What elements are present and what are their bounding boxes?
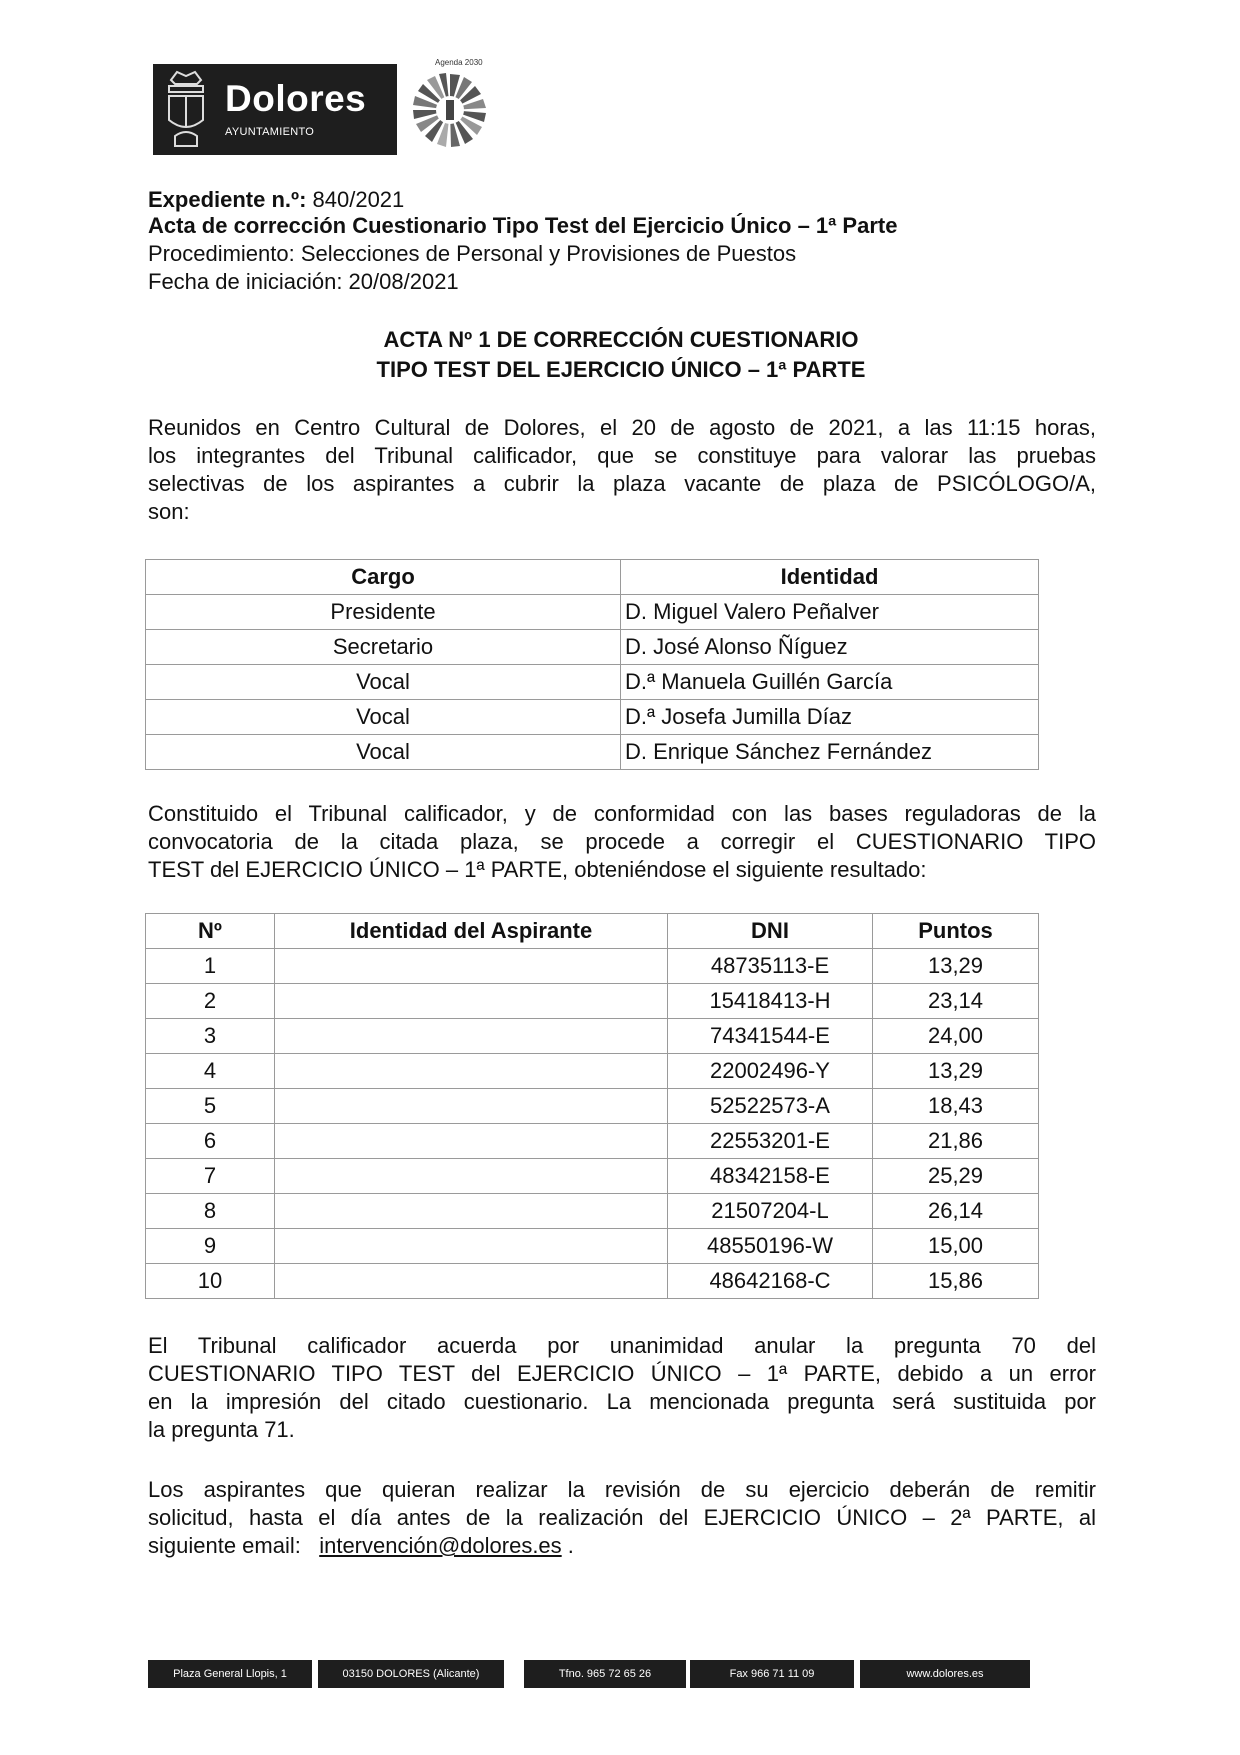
table-row [146, 665, 1039, 700]
identidad-cell [275, 1054, 668, 1089]
cargo-cell: Secretario [146, 630, 621, 665]
revision-prefix: siguiente email: [148, 1533, 320, 1558]
expediente-line [148, 187, 404, 213]
dni-cell: 21507204-L [668, 1194, 873, 1229]
column-header-cargo: Cargo [146, 560, 621, 595]
table-row [146, 735, 1039, 770]
anular-line: en la impresión del citado cuestionario. La mencionada pregunta será sustituida por [148, 1389, 1096, 1414]
table-row [146, 1229, 1039, 1264]
results-table [145, 913, 1039, 1299]
numero-cell: 2 [146, 984, 275, 1019]
intro-line: son: [148, 499, 190, 524]
table-row [146, 700, 1039, 735]
identidad-cell [275, 984, 668, 1019]
cargo-cell: Presidente [146, 595, 621, 630]
identidad-cell [275, 1229, 668, 1264]
footer-fax: Fax 966 71 11 09 [690, 1660, 854, 1688]
table-row [146, 1194, 1039, 1229]
numero-cell: 8 [146, 1194, 275, 1229]
revision-line: solicitud, hasta el día antes de la realización del EJERCICIO ÚNICO – 2ª PARTE, al [148, 1505, 1096, 1530]
table-row [146, 595, 1039, 630]
identidad-cell [275, 1264, 668, 1299]
puntos-cell: 15,86 [873, 1264, 1039, 1299]
procedimiento: Procedimiento: Selecciones de Personal y Provisiones de Puestos [148, 241, 797, 266]
identidad-cell [275, 1159, 668, 1194]
identidad-cell: D. Miguel Valero Peñalver [621, 595, 1039, 630]
document-title-line2: TIPO TEST DEL EJERCICIO ÚNICO – 1ª PARTE [376, 357, 866, 382]
agenda-text: Agenda 2030 [435, 58, 483, 67]
table-row [146, 1159, 1039, 1194]
footer-phone: Tfno. 965 72 65 26 [524, 1660, 686, 1688]
column-header-dni: DNI [668, 914, 873, 949]
identidad-cell: D.ª Josefa Jumilla Díaz [621, 700, 1039, 735]
intro-paragraph [148, 414, 1096, 526]
dni-cell: 74341544-E [668, 1019, 873, 1054]
identidad-cell [275, 1089, 668, 1124]
numero-cell: 7 [146, 1159, 275, 1194]
dni-cell: 52522573-A [668, 1089, 873, 1124]
puntos-cell: 18,43 [873, 1089, 1039, 1124]
expediente-label: Expediente n.º: [148, 187, 307, 212]
numero-cell: 6 [146, 1124, 275, 1159]
expediente-value: 840/2021 [306, 187, 405, 212]
logo-name: Dolores [225, 78, 367, 119]
anular-line: CUESTIONARIO TIPO TEST del EJERCICIO ÚNICO – 1ª PARTE, debido a un error [148, 1361, 1096, 1386]
anular-line: la pregunta 71. [148, 1417, 295, 1442]
puntos-cell: 13,29 [873, 949, 1039, 984]
puntos-cell: 21,86 [873, 1124, 1039, 1159]
numero-cell: 5 [146, 1089, 275, 1124]
identidad-cell [275, 1019, 668, 1054]
identidad-cell: D. Enrique Sánchez Fernández [621, 735, 1039, 770]
contact-email-link[interactable]: intervención@dolores.es [319, 1533, 562, 1558]
puntos-cell: 13,29 [873, 1054, 1039, 1089]
intro-line: los integrantes del Tribunal calificador, que se constituye para valorar las pruebas [148, 443, 1096, 468]
numero-cell: 1 [146, 949, 275, 984]
anular-line: El Tribunal calificador acuerda por unanimidad anular la pregunta 70 del [148, 1333, 1096, 1358]
numero-cell: 3 [146, 1019, 275, 1054]
table-row [146, 1054, 1039, 1089]
anular-paragraph [148, 1332, 1096, 1444]
constituido-paragraph [148, 800, 1096, 884]
numero-cell: 9 [146, 1229, 275, 1264]
dni-cell: 48342158-E [668, 1159, 873, 1194]
table-row [146, 1089, 1039, 1124]
dni-cell: 48735113-E [668, 949, 873, 984]
cargo-cell: Vocal [146, 665, 621, 700]
table-header-row [146, 914, 1039, 949]
table-row [146, 630, 1039, 665]
constituido-line: TEST del EJERCICIO ÚNICO – 1ª PARTE, obteniéndose el siguiente resultado: [148, 857, 927, 882]
puntos-cell: 24,00 [873, 1019, 1039, 1054]
tribunal-table [145, 559, 1039, 770]
footer-website-link[interactable]: www.dolores.es [860, 1660, 1030, 1688]
table-row [146, 984, 1039, 1019]
constituido-line: Constituido el Tribunal calificador, y de conformidad con las bases reguladoras de la [148, 801, 1096, 826]
intro-line: Reunidos en Centro Cultural de Dolores, el 20 de agosto de 2021, a las 11:15 horas, [148, 415, 1096, 440]
revision-line: Los aspirantes que quieran realizar la revisión de su ejercicio deberán de remitir [148, 1477, 1096, 1502]
dni-cell: 48550196-W [668, 1229, 873, 1264]
identidad-cell: D.ª Manuela Guillén García [621, 665, 1039, 700]
table-row [146, 1124, 1039, 1159]
numero-cell: 4 [146, 1054, 275, 1089]
column-header-numero: Nº [146, 914, 275, 949]
column-header-identidad-aspirante: Identidad del Aspirante [275, 914, 668, 949]
cargo-cell: Vocal [146, 735, 621, 770]
table-row [146, 1264, 1039, 1299]
revision-line [148, 1532, 1096, 1560]
acta-title: Acta de corrección Cuestionario Tipo Test del Ejercicio Único – 1ª Parte [148, 213, 898, 238]
table-row [146, 1019, 1039, 1054]
revision-paragraph [148, 1476, 1096, 1560]
revision-suffix: . [561, 1533, 574, 1558]
dni-cell: 22002496-Y [668, 1054, 873, 1089]
puntos-cell: 15,00 [873, 1229, 1039, 1264]
dni-cell: 48642168-C [668, 1264, 873, 1299]
logo-subtitle: AYUNTAMIENTO [225, 126, 315, 138]
fecha-iniciacion: Fecha de iniciación: 20/08/2021 [148, 269, 459, 294]
puntos-cell: 26,14 [873, 1194, 1039, 1229]
coat-of-arms-icon [163, 70, 209, 148]
dni-cell: 15418413-H [668, 984, 873, 1019]
identidad-cell [275, 949, 668, 984]
table-row [146, 949, 1039, 984]
numero-cell: 10 [146, 1264, 275, 1299]
constituido-line: convocatoria de la citada plaza, se procede a corregir el CUESTIONARIO TIPO [148, 829, 1096, 854]
puntos-cell: 25,29 [873, 1159, 1039, 1194]
puntos-cell: 23,14 [873, 984, 1039, 1019]
identidad-cell [275, 1194, 668, 1229]
column-header-puntos: Puntos [873, 914, 1039, 949]
intro-line: selectivas de los aspirantes a cubrir la plaza vacante de plaza de PSICÓLOGO/A, [148, 471, 1096, 496]
table-header-row [146, 560, 1039, 595]
footer-address: Plaza General Llopis, 1 [148, 1660, 312, 1688]
footer-city: 03150 DOLORES (Alicante) [318, 1660, 504, 1688]
identidad-cell [275, 1124, 668, 1159]
identidad-cell: D. José Alonso Ñíguez [621, 630, 1039, 665]
agenda-2030-logo-icon [402, 62, 498, 158]
dni-cell: 22553201-E [668, 1124, 873, 1159]
column-header-identidad: Identidad [621, 560, 1039, 595]
dolores-logo [153, 64, 397, 155]
document-title-line1: ACTA Nº 1 DE CORRECCIÓN CUESTIONARIO [383, 327, 859, 352]
cargo-cell: Vocal [146, 700, 621, 735]
